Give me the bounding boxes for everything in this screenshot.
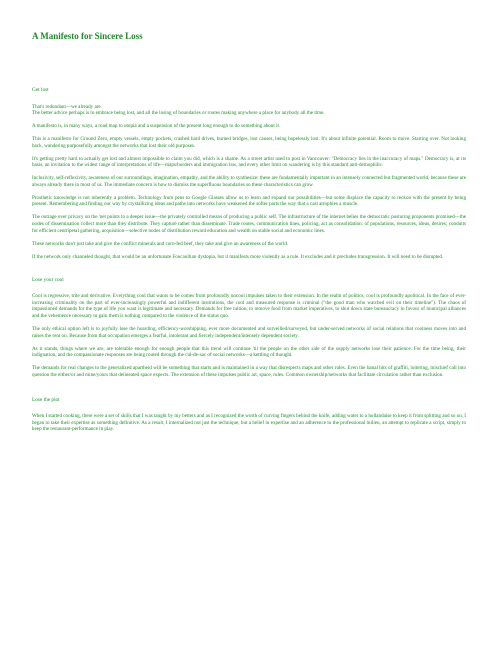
paragraph: Prosthetic knowledge is not inherently a problem. Technology from pens to Google Glasses allow us to learn and expand our possibilities—but some displace the capacity to reckon with the present by being present. Remembering and finding our way by crystallizing ideas and paths into networks have weakened the softer parts the way that a cast atrophies a muscle. (32, 194, 466, 208)
section-lose-your-cool (32, 277, 466, 379)
paragraph: The only ethical option left is to joyfully lose the hoarding, efficiency-worshipping, ever more documented and surveilled/surveyed, but under-served networks of social relations that coolness moves into and raises the rent on. Because from that occupation emerges a fearful, intolerant and fiercely independent/intensely dependent society. (32, 325, 466, 339)
paragraph: This is a manifesto for Ground Zero, empty vessels, empty pockets, crashed hard drives, burned bridges, lost causes, being hopelessly lost. It's about infinite potential. Room to move. Starting over. Not looking back, wandering purposefully amongst the networks that lost their old purposes. (32, 136, 466, 149)
section-heading: Lose the plot (32, 396, 60, 403)
paragraph: As it stands, things where we are, are tolerable enough for enough people that this trend will continue 'til the people on the other side of the supply networks lose their patience. For the time being, their indignation, and the compassionate responses are being routed through the cul-de-sac of social networks—a kettling of thought. (32, 345, 466, 359)
paragraph: These networks don't just take and give the conflict minerals and corn-fed beef, they take and give an awareness of the world. (32, 240, 289, 247)
paragraph-line: That's redundant—we already are. The better advice perhaps is to embrace being lost, and all the losing of boundaries or routes making anywhere a place for anybody all the time. (32, 103, 325, 117)
paragraph: The outrage over privacy on the 'net points to a deeper issue—the privately controlled means of producing a public self. The infrastructure of the internet belies the democratic posturing proponents promised—the nodes of dissemination collect more than they distribute. They capture rather than disseminate. Trade routes, communication lines, policing, act as consolidation: of populations, resources, ideas, desires; conduits for efficient centripetal gathering, acquisition—selective nodes of distribution reward education and wealth on stable social and economic lines. (32, 214, 466, 234)
document-body (32, 87, 466, 439)
paragraph: The demands for real changes to the generalized apartheid will be something that starts and is maintained in a way that disrespects maps and other rules. Even the banal bits of graffiti, loitering, mischief call into question the either/or and mine/yours that delineated space expects. The extension of these impulses public art, space, rules. Common ownership/networks that facilitate circulation rather than exclusion. (32, 365, 466, 378)
section-lose-the-plot (32, 397, 466, 433)
paragraph: Cool is regressive, trite and derivative. Everything cool that wants to be comes from profoundly uncool impulses taken to their extension. In the realm of politics, cool is profoundly apolitical. In the face of ever-increasing criminality on the part of ever-increasingly powerful and indifferent institutions, the cool and measured response is criminal ("the good man who watched evil on their timeline"). The chaos of impassioned demands for the type of life you want is legitimate and necessary. Demands for free tuition, to remove food from market imperatives, to shut down state bureaucracy in favour of municipal alliances and the vehemence necessary to gain them is nothing compared to the violence of the status quo. (32, 293, 466, 319)
paragraph (32, 104, 466, 117)
section-heading: Get lost (32, 87, 49, 93)
paragraph: If the network only channeled thought, that would be an unfortunate Foucaultian dystopia, but it manifests more violently as a rule. It excludes and it precludes transgression. It will need to be disrupted. (32, 253, 444, 260)
section-spacer (32, 267, 466, 277)
paragraph: Inclusivity, self-reflexivity, awareness of our surroundings, imagination, empathy, and the ability to synthesize: these are fundamentally important in an intensely connected but fragmented world, because these are always already there in most of us. The immediate concern is how to dismiss the superfluous boundaries so these characteristics can grow. (32, 175, 466, 188)
paragraph: When I started cooking, there were a set of skills that I was taught by my betters and as I recognized the worth of curving fingers behind the knife, adding water to a hollandaise to keep it from splitting and so on, I began to take their expertise as something definitive. As a result, I internalized not just the technique, but a belief in expertise and an adherence to the professional milieu, an attempt to replicate a script, simply to keep the restaurant-performance in play. (32, 413, 466, 433)
paragraph: It's getting pretty hard to actually get lost and almost impossible to claim you did, which is a shame. As a street artist used to post in Vancouver: "Democracy lies in the inaccuracy of maps." Democracy is, at its basis, an invitation to the widest range of interpretations of life—maps/borders and immigration law, and every other limit on wandering is by this standard anti-demophilic. (32, 155, 466, 169)
section-heading: Lose your cool (32, 276, 64, 283)
section-spacer (32, 385, 466, 397)
section-get-lost (32, 87, 466, 260)
document-title: A Manifesto for Sincere Loss (32, 31, 143, 41)
paragraph: A manifesto is, in many ways, a road map to utopia and a suspension of the present long enough to do something about it. (32, 123, 281, 130)
